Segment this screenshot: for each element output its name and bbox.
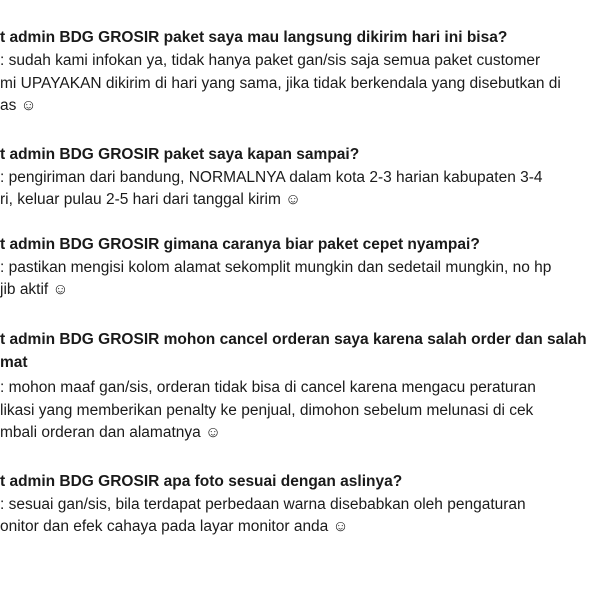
faq-answer-4: mbali orderan dan alamatnya ☺: [0, 424, 221, 441]
faq-answer-1: as ☺: [0, 97, 37, 114]
faq-question-1: t admin BDG GROSIR paket saya mau langsung dikirim hari ini bisa?: [0, 29, 508, 46]
faq-question-2: t admin BDG GROSIR paket saya kapan sampai?: [0, 146, 360, 163]
faq-answer-5: : sesuai gan/sis, bila terdapat perbedaan warna disebabkan oleh pengaturan: [0, 496, 526, 513]
faq-answer-2: : pengiriman dari bandung, NORMALNYA dalam kota 2-3 harian kabupaten 3-4: [0, 169, 543, 186]
faq-answer-4: : mohon maaf gan/sis, orderan tidak bisa di cancel karena mengacu peraturan: [0, 379, 536, 396]
faq-answer-3: jib aktif ☺: [0, 281, 69, 298]
faq-answer-5: onitor dan efek cahaya pada layar monitor anda ☺: [0, 518, 349, 535]
faq-answer-2: ri, keluar pulau 2-5 hari dari tanggal kirim ☺: [0, 191, 301, 208]
faq-answer-1: : sudah kami infokan ya, tidak hanya paket gan/sis saja semua paket customer: [0, 52, 541, 69]
faq-answer-1: mi UPAYAKAN dikirim di hari yang sama, jika tidak berkendala yang disebutkan di: [0, 75, 561, 92]
faq-question-4: t admin BDG GROSIR mohon cancel orderan saya karena salah order dan salah: [0, 331, 587, 348]
faq-answer-4: likasi yang memberikan penalty ke penjual, dimohon sebelum melunasi di cek: [0, 402, 534, 419]
faq-question-3: t admin BDG GROSIR gimana caranya biar paket cepet nyampai?: [0, 236, 480, 253]
faq-question-4: mat: [0, 354, 28, 371]
faq-question-5: t admin BDG GROSIR apa foto sesuai dengan aslinya?: [0, 473, 403, 490]
faq-answer-3: : pastikan mengisi kolom alamat sekomplit mungkin dan sedetail mungkin, no hp: [0, 259, 552, 276]
